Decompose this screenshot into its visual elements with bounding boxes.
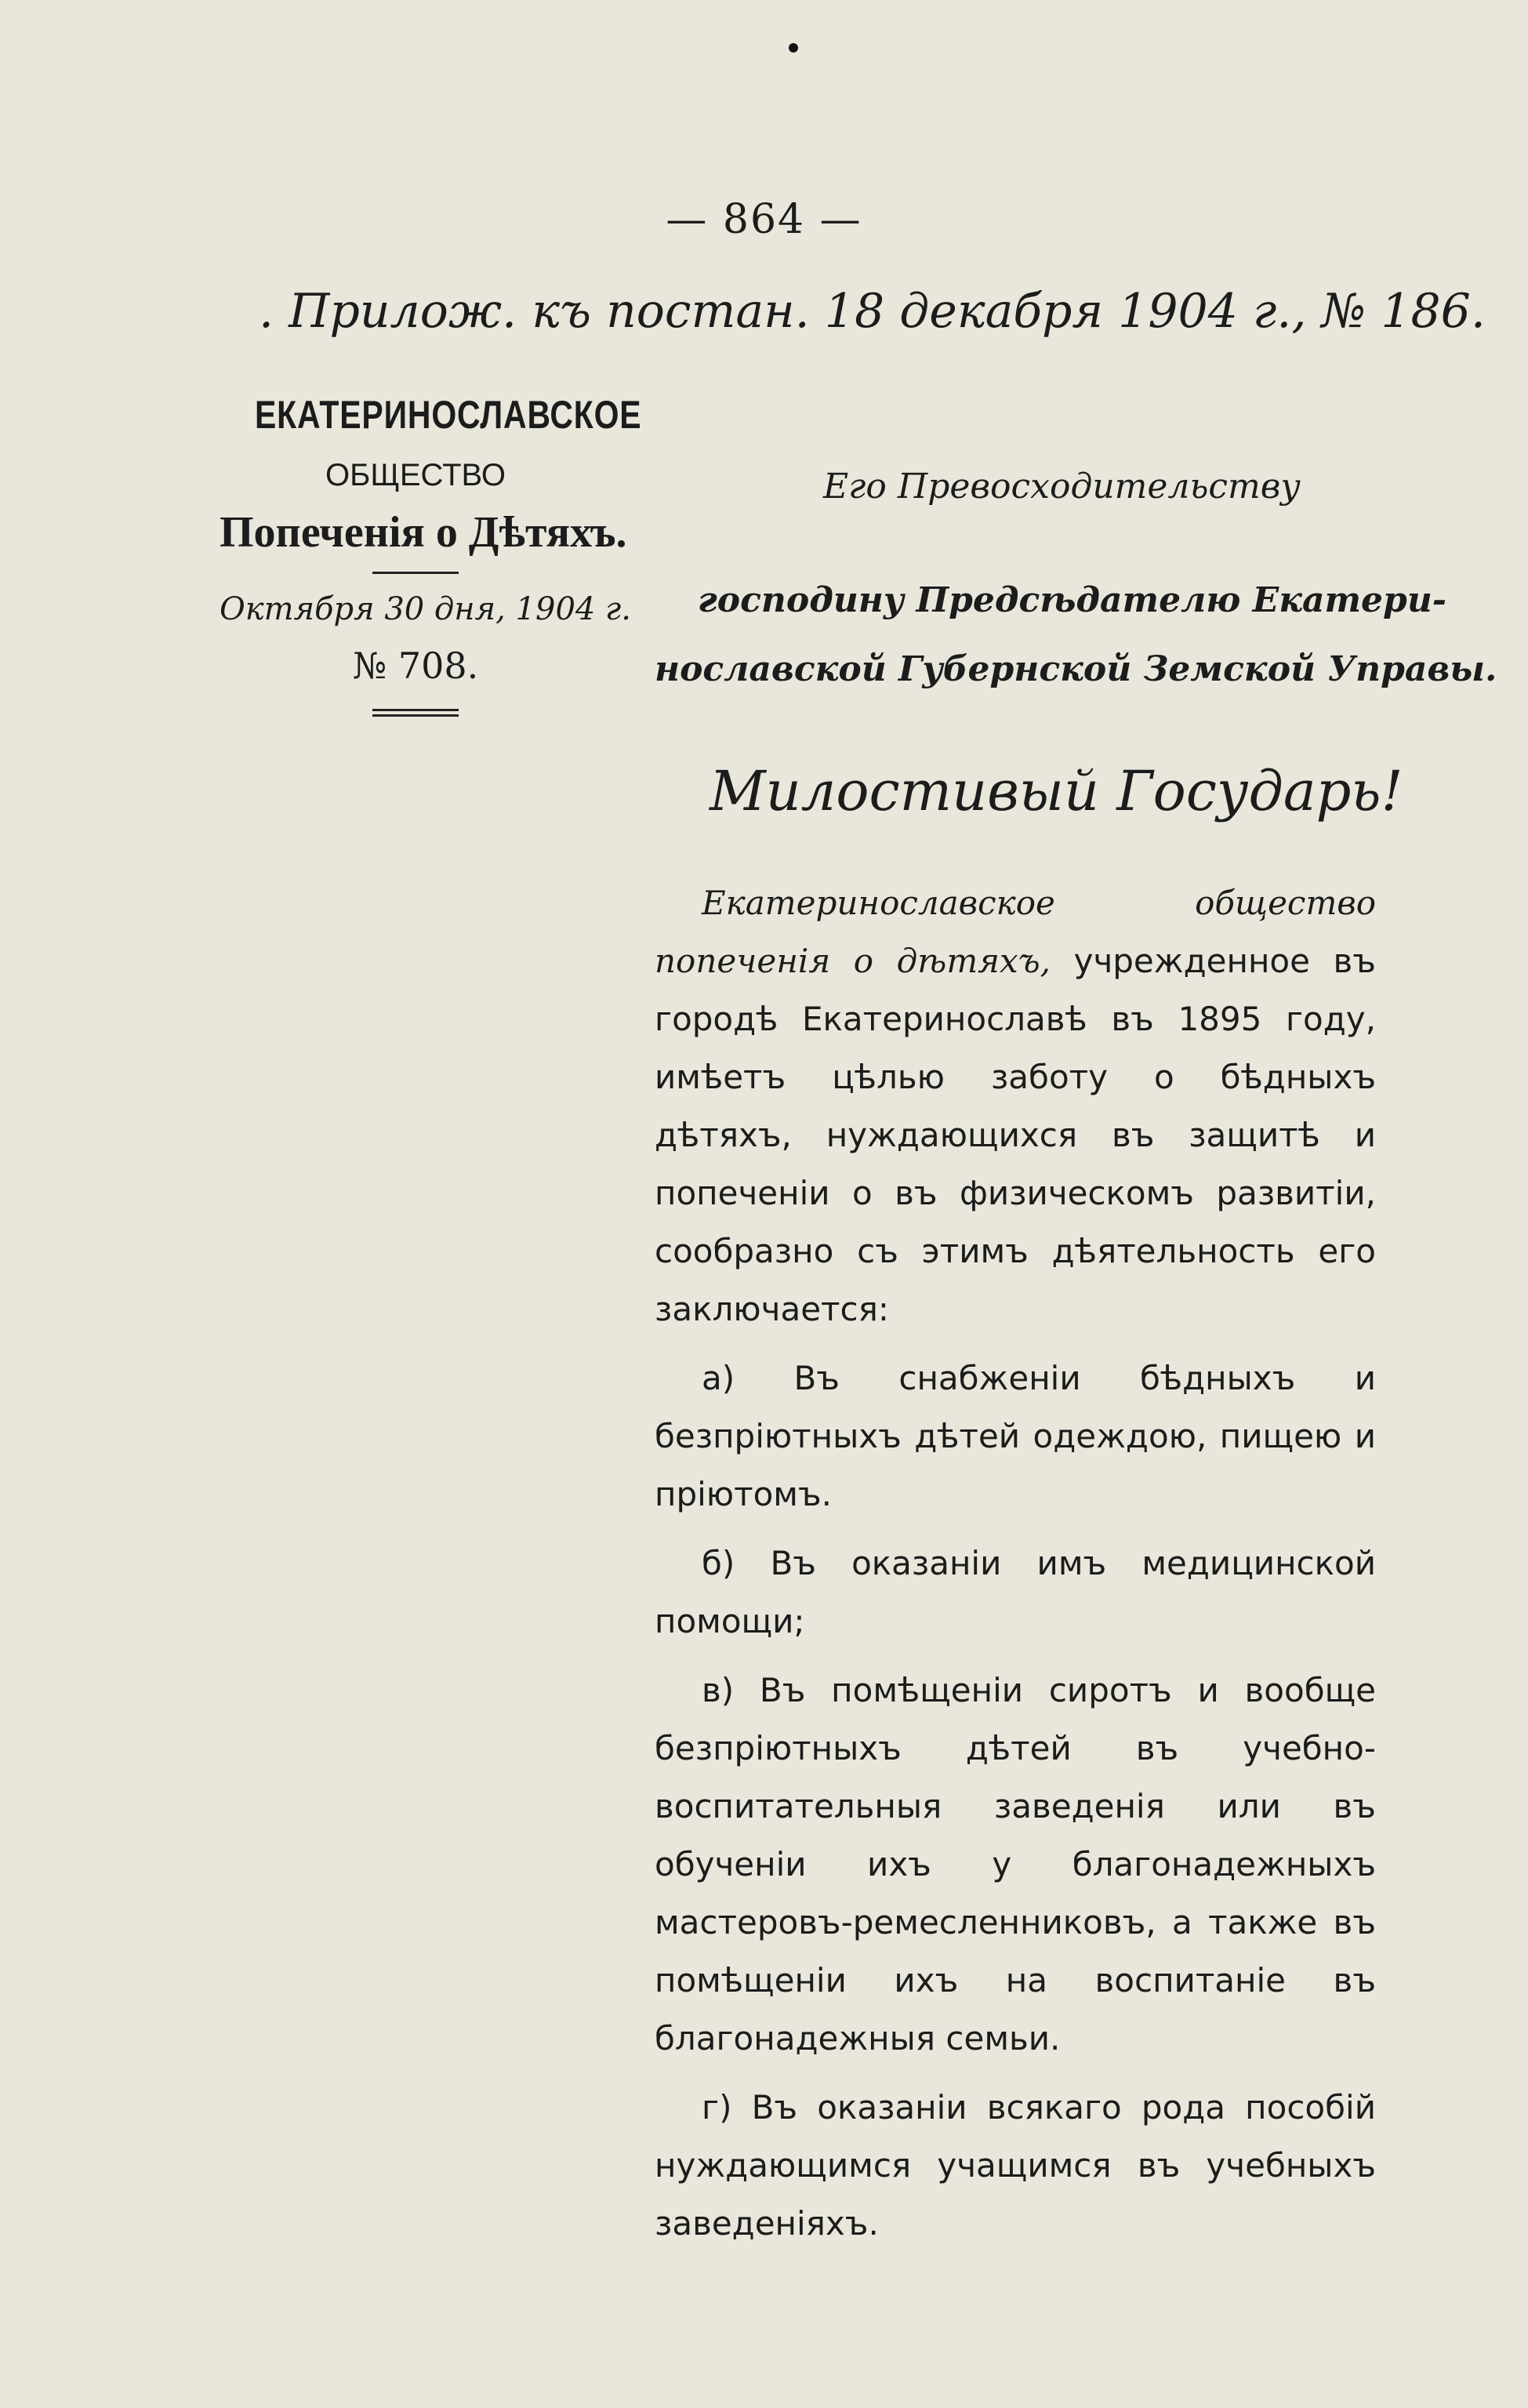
salutation: Милостивый Государь! (710, 759, 1403, 823)
addressee-line3: нославской Губернской Земской Управы. (655, 649, 1497, 689)
page-number: — 864 — (666, 196, 862, 243)
divider-rule (372, 572, 459, 574)
letter-body (655, 874, 1376, 2264)
intro-text: учрежденное въ городѣ Екатеринославѣ въ 1895 году, имѣетъ цѣлью заботу о бѣдныхъ дѣтяхъ, нуждающихся въ защитѣ и попеченіи о въ физическомъ развитіи, сообразно съ этимъ дѣятельность его заключается: (655, 942, 1376, 1328)
appendix-reference: . Прилож. къ постан. 18 декабря 1904 г., № 186. (259, 284, 1486, 339)
intro-paragraph (655, 874, 1376, 1338)
list-item-g: г) Въ оказаніи всякаго рода пособій нуждающимся учащимся въ учебныхъ заведеніяхъ. (655, 2088, 1376, 2243)
org-name-line3: Попеченія о Дѣтяхъ. (220, 508, 627, 557)
addressee-line2: господину Предсѣдателю Екатери- (698, 580, 1447, 620)
letter-number: № 708. (352, 645, 479, 687)
list-item-v: в) Въ помѣщеніи сиротъ и вообще безпріютныхъ дѣтей въ учебно-воспитательныя заведенія или въ обученіи ихъ у благонадежныхъ мастеровъ-ремесленниковъ, а также въ помѣщеніи ихъ на воспитаніе въ благонадежныя семьи. (655, 1671, 1376, 2058)
addressee-line1: Его Превосходительству (823, 467, 1301, 507)
list-item-b: б) Въ оказаніи имъ медицинской помощи; (655, 1544, 1376, 1640)
org-name-line2: ОБЩЕСТВО (325, 458, 506, 492)
letterhead (220, 392, 642, 717)
ink-dot (789, 43, 798, 53)
org-name-line1: ЕКАТЕРИНОСЛАВСКОЕ (255, 393, 642, 437)
society-name: Екатеринославское общество попеченія о дѣтяхъ, (655, 884, 1376, 980)
double-divider-rule (372, 709, 459, 717)
list-item-a: а) Въ снабженіи бѣдныхъ и безпріютныхъ дѣтей одеждою, пищею и пріютомъ. (655, 1359, 1376, 1513)
letter-date: Октября 30 дня, 1904 г. (220, 591, 631, 627)
